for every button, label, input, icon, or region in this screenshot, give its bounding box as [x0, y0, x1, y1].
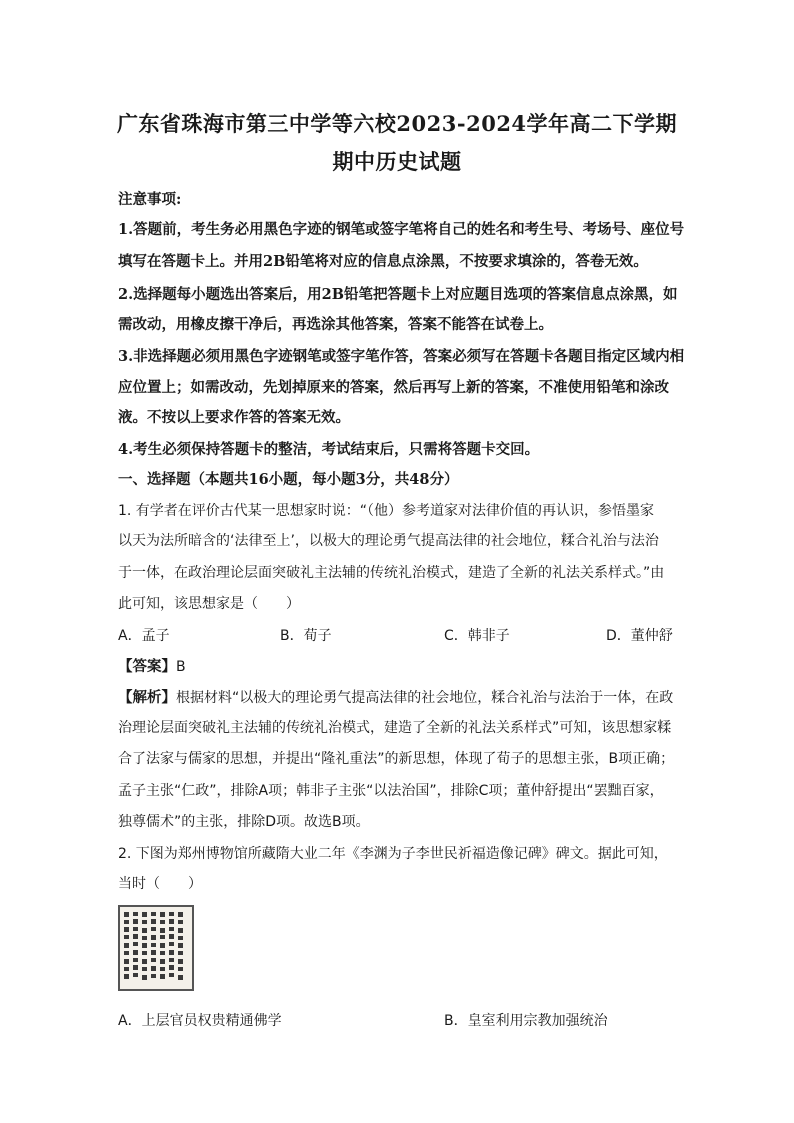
- q1-stem-line: 于一体，在政治理论层面突破礼主法辅的传统礼治模式，建造了全新的礼法关系样式。”由: [118, 565, 665, 581]
- notice-heading: 注意事项:: [118, 191, 182, 208]
- q1-option-b: B．荀子: [280, 628, 332, 644]
- q1-analysis-line: 合了法家与儒家的思想，并提出“隆礼重法”的新思想，体现了荀子的思想主张，B项正确；: [118, 751, 675, 767]
- notice-line: 4.考生必须保持答题卡的整洁，考试结束后，只需将答题卡交回。: [118, 441, 540, 458]
- notice-line: 2.选择题每小题选出答案后，用2B铅笔把答题卡上对应题目选项的答案信息点涂黑，如: [118, 286, 678, 303]
- q1-option-c: C．韩非子: [444, 628, 510, 644]
- q1-option-a: A．孟子: [118, 628, 170, 644]
- q1-answer: [118, 655, 186, 676]
- notice-line: 需改动，用橡皮擦干净后，再选涂其他答案，答案不能答在试卷上。: [118, 316, 553, 333]
- analysis-text: 根据材料“以极大的理论勇气提高法律的社会地位，糅合礼治与法治于一体，在政: [176, 690, 674, 706]
- page-subtitle: 期中历史试题: [332, 149, 462, 174]
- page-title: 广东省珠海市第三中学等六校2023-2024学年高二下学期: [116, 111, 678, 136]
- q2-option-b: B．皇室利用宗教加强统治: [444, 1013, 608, 1029]
- notice-line: 液。不按以上要求作答的答案无效。: [118, 409, 350, 426]
- q1-stem-line: 以天为法所暗含的‘法律至上’，以极大的理论勇气提高法律的社会地位，糅合礼治与法治: [118, 533, 659, 549]
- notice-line: 3.非选择题必须用黑色字迹钢笔或签字笔作答，答案必须写在答题卡各题目指定区域内相: [118, 348, 685, 365]
- q2-stem-line: 2. 下图为郑州博物馆所藏隋大业二年《李渊为子李世民祈福造像记碑》碑文。据此可知，: [118, 846, 668, 862]
- q1-option-d: D．董仲舒: [606, 628, 673, 644]
- answer-value: B: [176, 659, 186, 675]
- q1-analysis-line: 孟子主张“仁政”，排除A项；韩非子主张“以法治国”，排除C项；董仲舒提出“罢黜百家，: [118, 783, 664, 799]
- q1-analysis-line: 独尊儒术”的主张，排除D项。故选B项。: [118, 814, 370, 830]
- q1-analysis-line: 治理论层面突破礼主法辅的传统礼治模式，建造了全新的礼法关系样式”可知，该思想家糅: [118, 720, 672, 736]
- stele-inscription-image: [118, 905, 194, 991]
- q2-stem-line: 当时（ ）: [118, 876, 202, 892]
- q1-stem-line: 此可知，该思想家是（ ）: [118, 596, 300, 612]
- notice-line: 1.答题前，考生务必用黑色字迹的钢笔或签字笔将自己的姓名和考生号、考场号、座位号: [118, 221, 685, 238]
- answer-tag: 【答案】: [118, 658, 176, 675]
- notice-line: 应位置上；如需改动，先划掉原来的答案，然后再写上新的答案，不准使用铅笔和涂改: [118, 379, 669, 396]
- q1-analysis-line: [118, 686, 673, 707]
- stele-rubbing-graphic: [120, 907, 192, 989]
- q1-stem-line: 1. 有学者在评价古代某一思想家时说：“（他）参考道家对法律价值的再认识，参悟墨家: [118, 503, 655, 519]
- section-heading: 一、选择题（本题共16小题，每小题3分，共48分）: [118, 471, 459, 488]
- notice-line: 填写在答题卡上。并用2B铅笔将对应的信息点涂黑，不按要求填涂的，答卷无效。: [118, 253, 648, 270]
- analysis-tag: 【解析】: [118, 689, 176, 706]
- q2-option-a: A．上层官员权贵精通佛学: [118, 1013, 282, 1029]
